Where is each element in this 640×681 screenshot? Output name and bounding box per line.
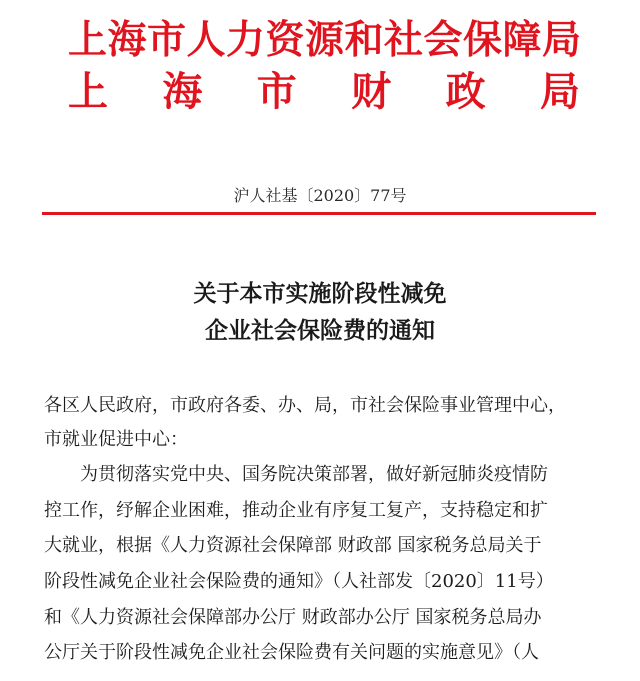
body-paragraph-line: 公厅关于阶段性减免企业社会保险费有关问题的实施意见》（人 bbox=[44, 642, 539, 663]
body-paragraph-line: 和《人力资源社会保障部办公厅 财政部办公厅 国家税务总局办 bbox=[44, 607, 542, 628]
red-divider-line bbox=[42, 212, 596, 215]
addressee-line-1: 各区人民政府，市政府各委、办、局，市社会保险事业管理中心， bbox=[44, 395, 566, 416]
document-title-line-2: 企业社会保险费的通知 bbox=[205, 317, 435, 344]
body-paragraph-line: 控工作，纾解企业困难，推动企业有序复工复产，支持稳定和扩 bbox=[44, 500, 548, 521]
issuer-header-finance bbox=[68, 68, 580, 116]
body-paragraph-line: 阶段性减免企业社会保险费的通知》（人社部发〔2020〕11号） bbox=[44, 571, 554, 592]
body-paragraph-line: 大就业，根据《人力资源社会保障部 财政部 国家税务总局关于 bbox=[44, 535, 542, 556]
issuer-header-char: 上 bbox=[68, 68, 108, 115]
issuer-header-hr: 上海市人力资源和社会保障局 bbox=[68, 17, 582, 63]
body-paragraph-line: 为贯彻落实党中央、国务院决策部署，做好新冠肺炎疫情防 bbox=[80, 464, 548, 485]
document-number: 沪人社基〔2020〕77号 bbox=[233, 186, 407, 205]
issuer-header-char: 政 bbox=[445, 68, 486, 115]
issuer-header-char: 局 bbox=[539, 68, 580, 115]
issuer-header-char: 市 bbox=[256, 68, 297, 115]
issuer-header-char: 海 bbox=[162, 68, 203, 115]
addressee-line-2: 市就业促进中心： bbox=[44, 429, 188, 450]
issuer-header-char: 财 bbox=[351, 68, 392, 115]
document-title-line-1: 关于本市实施阶段性减免 bbox=[193, 280, 447, 307]
